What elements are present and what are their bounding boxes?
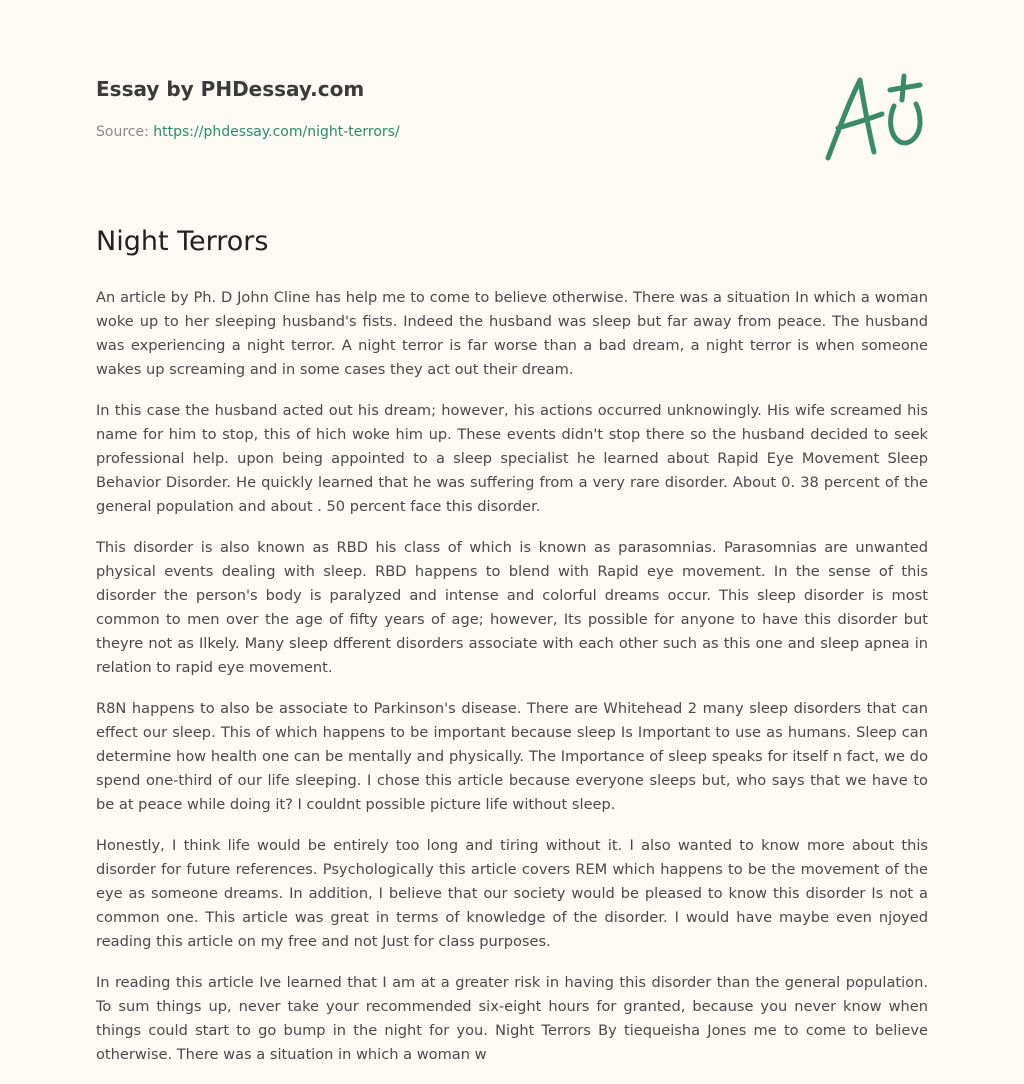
essay-paragraph: R8N happens to also be associate to Parkinson's disease. There are Whitehead 2 many sleep disorders that can effect our sleep. This of which happens to be important because sleep Is Important to use as humans. Sleep can determine how health one can be mentally and physically. The Importance of sleep speaks for itself n fact, we do spend one-third of our life sleeping. I chose this article because everyone sleeps but, who says that we have to be at peace while doing it? I couldnt possible picture life without sleep. bbox=[96, 700, 928, 813]
essay-paragraph: Honestly, I think life would be entirely too long and tiring without it. I also wanted to know more about this disorder for future references. Psychologically this article covers REM which happens to be the movement of the eye as someone dreams. In addition, I believe that our society would be pleased to know this disorder Is not a common one. This article was great in terms of knowledge of the disorder. I would have maybe even njoyed reading this article on my free and not Just for class purposes. bbox=[96, 837, 928, 950]
essay-title: Night Terrors bbox=[96, 226, 269, 257]
essay-paragraph: In this case the husband acted out his dream; however, his actions occurred unknowingly. His wife screamed his name for him to stop, this of hich woke him up. These events didn't stop there so the husband decided to seek professional help. upon being appointed to a sleep specialist he learned about Rapid Eye Movement Sleep Behavior Disorder. He quickly learned that he was suffering from a very rare disorder. About 0. 38 percent of the general population and about . 50 percent face this disorder. bbox=[96, 402, 928, 515]
site-title: Essay by PHDessay.com bbox=[96, 77, 365, 101]
a-plus-logo-icon bbox=[824, 70, 928, 166]
essay-paragraph: This disorder is also known as RBD his class of which is known as parasomnias. Parasomnias are unwanted physical events dealing with sleep. RBD happens to blend with Rapid eye movement. In the sense of this disorder the person's body is paralyzed and intense and colorful dreams occur. This sleep disorder is most common to men over the age of fifty years of age; however, Its possible for anyone to have this disorder but theyre not as Ilkely. Many sleep dfferent disorders associate with each other such as this one and sleep apnea in relation to rapid eye movement. bbox=[96, 539, 928, 676]
essay-body bbox=[96, 286, 928, 1084]
essay-paragraph: An article by Ph. D John Cline has help me to come to believe otherwise. There was a situation In which a woman woke up to her sleeping husband's fists. Indeed the husband was sleep but far away from peace. The husband was experiencing a night terror. A night terror is far worse than a bad dream, a night terror is when someone wakes up screaming and in some cases they act out their dream. bbox=[96, 289, 928, 378]
source-link[interactable]: https://phdessay.com/night-terrors/ bbox=[153, 124, 400, 140]
source-label: Source: bbox=[96, 124, 154, 140]
source-line bbox=[96, 124, 400, 140]
essay-header bbox=[96, 0, 928, 200]
essay-paragraph: In reading this article Ive learned that I am at a greater risk in having this disorder than the general population. To sum things up, never take your recommended six-eight hours for granted, because you never know when things could start to go bump in the night for you. Night Terrors By tiequeisha Jones me to come to believe otherwise. There was a situation in which a woman w bbox=[96, 974, 928, 1063]
